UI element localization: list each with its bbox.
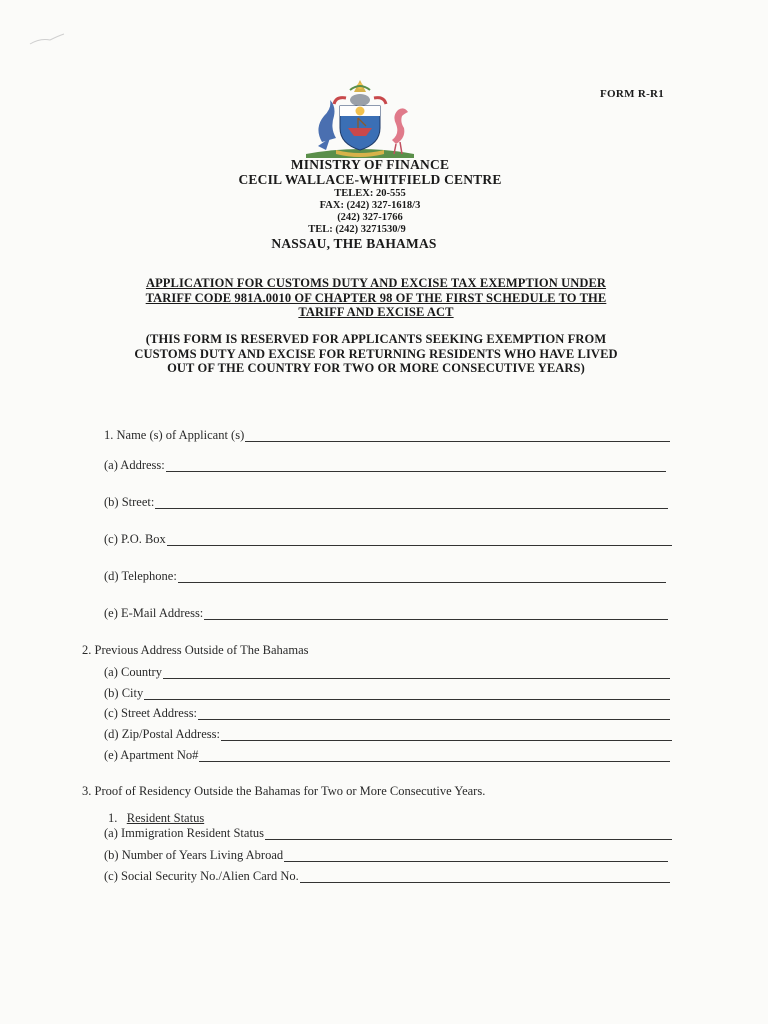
years-abroad-blank[interactable]	[284, 849, 668, 862]
header-fax: FAX: (242) 327-1618/3	[319, 200, 421, 211]
eligibility-note	[74, 332, 678, 376]
residency-proof-heading: 3. Proof of Residency Outside the Bahamas for Two or More Consecutive Years.	[82, 784, 486, 798]
header-telex: TELEX: 20-555	[334, 188, 406, 199]
po-box-field[interactable]	[104, 532, 672, 546]
address-label: (a) Address:	[104, 458, 165, 472]
ssn-alien-card-label: (c) Social Security No./Alien Card No.	[104, 869, 299, 883]
immigration-status-label: (a) Immigration Resident Status	[104, 826, 265, 840]
email-blank[interactable]	[204, 607, 668, 620]
address-field[interactable]	[104, 458, 666, 472]
emblem-helmet	[350, 94, 370, 106]
header-tel: TEL: (242) 3271530/9	[308, 224, 406, 235]
email-label: (e) E-Mail Address:	[104, 606, 204, 620]
zip-postal-field[interactable]	[104, 727, 672, 741]
coat-of-arms-emblem	[296, 76, 424, 160]
ssn-alien-card-blank[interactable]	[300, 870, 670, 883]
form-title	[90, 276, 662, 320]
resident-status-subheading	[108, 811, 204, 825]
resident-status-number: 1.	[108, 811, 118, 825]
street-label: (b) Street:	[104, 495, 155, 509]
zip-postal-blank[interactable]	[221, 728, 672, 741]
immigration-status-field[interactable]	[104, 826, 672, 840]
po-box-blank[interactable]	[167, 533, 672, 546]
applicant-name-field[interactable]	[104, 428, 670, 442]
years-abroad-label: (b) Number of Years Living Abroad	[104, 848, 284, 862]
country-label: (a) Country	[104, 665, 162, 679]
eligibility-note-line: CUSTOMS DUTY AND EXCISE FOR RETURNING RESIDENTS WHO HAVE LIVED	[134, 346, 618, 361]
emblem-flamingo	[392, 108, 408, 144]
years-abroad-field[interactable]	[104, 848, 668, 862]
header-city: NASSAU, THE BAHAMAS	[271, 236, 437, 251]
eligibility-note-line: (THIS FORM IS RESERVED FOR APPLICANTS SEEKING EXEMPTION FROM	[145, 332, 607, 346]
apartment-no-blank[interactable]	[199, 749, 670, 762]
immigration-status-blank[interactable]	[265, 827, 672, 840]
emblem-marlin	[318, 100, 336, 142]
telephone-label: (d) Telephone:	[104, 569, 177, 583]
ssn-alien-card-field[interactable]	[104, 869, 670, 883]
address-blank[interactable]	[166, 459, 666, 472]
form-title-line: TARIFF CODE 981A.0010 OF CHAPTER 98 OF THE FIRST SCHEDULE TO THE	[145, 290, 607, 305]
city-field[interactable]	[104, 686, 670, 700]
country-field[interactable]	[104, 665, 670, 679]
applicant-name-label: 1. Name (s) of Applicant (s)	[104, 428, 245, 442]
street-field[interactable]	[104, 495, 668, 509]
scan-mark	[28, 30, 68, 50]
eligibility-note-line: OUT OF THE COUNTRY FOR TWO OR MORE CONSECUTIVE YEARS)	[167, 361, 585, 375]
header-fax-2: (242) 327-1766	[337, 212, 403, 223]
telephone-field[interactable]	[104, 569, 666, 583]
form-title-line: APPLICATION FOR CUSTOMS DUTY AND EXCISE TAX EXEMPTION UNDER	[145, 276, 607, 290]
header-ministry: MINISTRY OF FINANCE	[290, 157, 450, 172]
street-address-label: (c) Street Address:	[104, 706, 198, 720]
apartment-no-field[interactable]	[104, 748, 670, 762]
resident-status-title: Resident Status	[126, 811, 205, 825]
city-blank[interactable]	[144, 687, 670, 700]
form-code: FORM R-R1	[600, 88, 665, 100]
apartment-no-label: (e) Apartment No#	[104, 748, 199, 762]
street-address-field[interactable]	[104, 706, 670, 720]
street-blank[interactable]	[155, 496, 668, 509]
previous-address-heading: 2. Previous Address Outside of The Bahamas	[82, 643, 309, 657]
header-centre: CECIL WALLACE-WHITFIELD CENTRE	[238, 172, 502, 187]
city-label: (b) City	[104, 686, 144, 700]
email-field[interactable]	[104, 606, 668, 620]
country-blank[interactable]	[163, 666, 670, 679]
po-box-label: (c) P.O. Box	[104, 532, 166, 546]
street-address-blank[interactable]	[198, 707, 670, 720]
applicant-name-blank[interactable]	[245, 429, 670, 442]
telephone-blank[interactable]	[178, 570, 666, 583]
form-title-line: TARIFF AND EXCISE ACT	[298, 305, 454, 319]
zip-postal-label: (d) Zip/Postal Address:	[104, 727, 220, 741]
